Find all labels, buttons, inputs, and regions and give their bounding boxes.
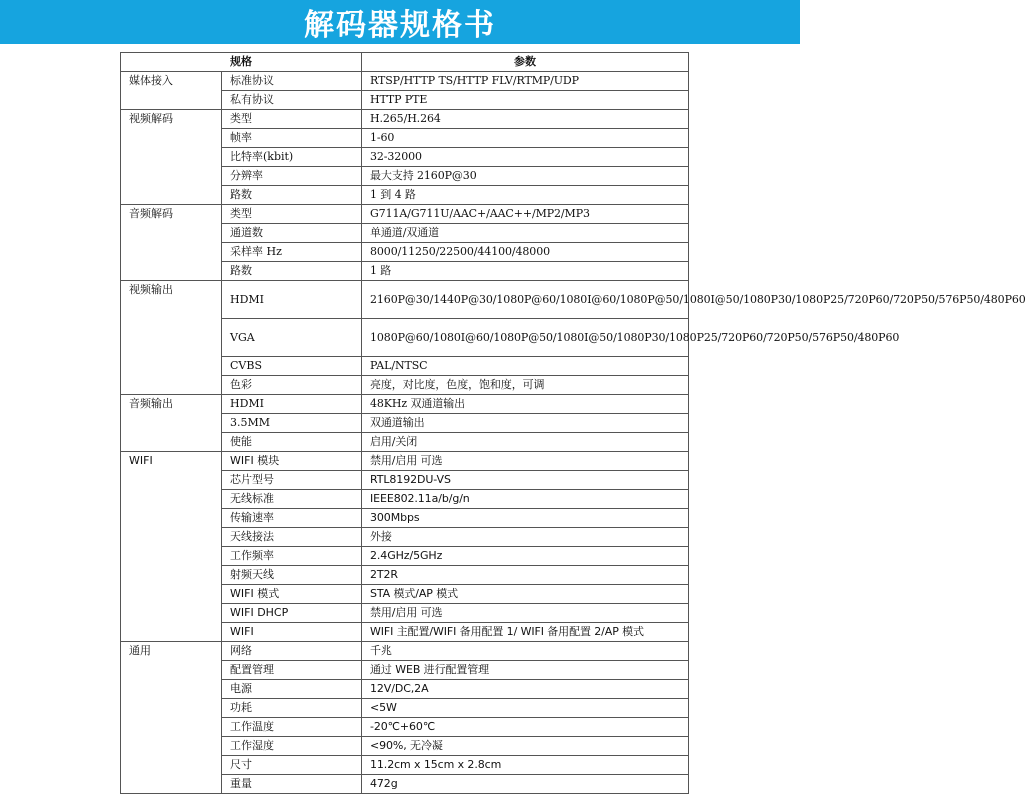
spec-item-cell: 分辨率 — [222, 167, 362, 186]
table-row — [121, 281, 689, 319]
spec-value-cell: 2160P@30/1440P@30/1080P@60/1080I@60/1080P@50/1080I@50/1080P30/1080P25/720P60/720P50/576P50/480P60 — [362, 281, 689, 319]
spec-value-cell: 1 到 4 路 — [362, 186, 689, 205]
spec-value-cell: IEEE802.11a/b/g/n — [362, 490, 689, 509]
spec-value-cell: 1080P@60/1080I@60/1080P@50/1080I@50/1080P30/1080P25/720P60/720P50/576P50/480P60 — [362, 319, 689, 357]
spec-value-cell: 32-32000 — [362, 148, 689, 167]
spec-item-cell: 帧率 — [222, 129, 362, 148]
category-cell: WIFI — [121, 452, 222, 642]
spec-table — [120, 52, 1026, 794]
spec-value-cell: 2.4GHz/5GHz — [362, 547, 689, 566]
table-row — [121, 72, 689, 91]
spec-value-cell: RTSP/HTTP TS/HTTP FLV/RTMP/UDP — [362, 72, 689, 91]
spec-value-cell: <5W — [362, 699, 689, 718]
spec-value-cell: 千兆 — [362, 642, 689, 661]
spec-item-cell: 路数 — [222, 186, 362, 205]
spec-item-cell: WIFI 模块 — [222, 452, 362, 471]
category-cell: 视频解码 — [121, 110, 222, 205]
spec-value-cell: WIFI 主配置/WIFI 备用配置 1/ WIFI 备用配置 2/AP 模式 — [362, 623, 689, 642]
spec-value-cell: 12V/DC,2A — [362, 680, 689, 699]
spec-item-cell: 类型 — [222, 110, 362, 129]
category-cell: 通用 — [121, 642, 222, 794]
spec-item-cell: 私有协议 — [222, 91, 362, 110]
spec-item-cell: 尺寸 — [222, 756, 362, 775]
spec-item-cell: 芯片型号 — [222, 471, 362, 490]
spec-item-cell: 使能 — [222, 433, 362, 452]
spec-item-cell: WIFI — [222, 623, 362, 642]
spec-item-cell: 功耗 — [222, 699, 362, 718]
table-row — [121, 110, 689, 129]
page-title: 解码器规格书 — [0, 0, 800, 44]
spec-value-cell: 1 路 — [362, 262, 689, 281]
spec-item-cell: CVBS — [222, 357, 362, 376]
table-row — [121, 205, 689, 224]
spec-value-cell: -20℃+60℃ — [362, 718, 689, 737]
table-row — [121, 395, 689, 414]
spec-value-cell: 11.2cm x 15cm x 2.8cm — [362, 756, 689, 775]
spec-item-cell: 标准协议 — [222, 72, 362, 91]
spec-item-cell: 天线接法 — [222, 528, 362, 547]
spec-value-cell: 8000/11250/22500/44100/48000 — [362, 243, 689, 262]
spec-value-cell: 48KHz 双通道输出 — [362, 395, 689, 414]
spec-value-cell: 外接 — [362, 528, 689, 547]
spec-value-cell: PAL/NTSC — [362, 357, 689, 376]
spec-item-cell: 工作温度 — [222, 718, 362, 737]
category-cell: 音频解码 — [121, 205, 222, 281]
category-cell: 媒体接入 — [121, 72, 222, 110]
spec-value-cell: 2T2R — [362, 566, 689, 585]
spec-value-cell: <90%, 无冷凝 — [362, 737, 689, 756]
spec-value-cell: 启用/关闭 — [362, 433, 689, 452]
spec-item-cell: 电源 — [222, 680, 362, 699]
spec-item-cell: 类型 — [222, 205, 362, 224]
spec-value-cell: 亮度，对比度，色度，饱和度，可调 — [362, 376, 689, 395]
spec-value-cell: 300Mbps — [362, 509, 689, 528]
spec-item-cell: 色彩 — [222, 376, 362, 395]
spec-item-cell: 比特率(kbit) — [222, 148, 362, 167]
spec-item-cell: 采样率 Hz — [222, 243, 362, 262]
spec-item-cell: WIFI DHCP — [222, 604, 362, 623]
spec-body — [121, 72, 1026, 794]
spec-item-cell: 无线标准 — [222, 490, 362, 509]
spec-item-cell: 配置管理 — [222, 661, 362, 680]
table-header-row — [121, 53, 689, 72]
spec-value-cell: 禁用/启用 可选 — [362, 604, 689, 623]
spec-item-cell: 重量 — [222, 775, 362, 794]
spec-value-cell: RTL8192DU-VS — [362, 471, 689, 490]
spec-value-cell: HTTP PTE — [362, 91, 689, 110]
spec-value-cell: STA 模式/AP 模式 — [362, 585, 689, 604]
header-param: 参数 — [362, 53, 689, 72]
spec-item-cell: 工作湿度 — [222, 737, 362, 756]
spec-value-cell: 最大支持 2160P@30 — [362, 167, 689, 186]
spec-item-cell: 射频天线 — [222, 566, 362, 585]
spec-item-cell: 3.5MM — [222, 414, 362, 433]
category-cell: 视频输出 — [121, 281, 222, 395]
spec-item-cell: 工作频率 — [222, 547, 362, 566]
spec-item-cell: HDMI — [222, 281, 362, 319]
spec-value-cell: H.265/H.264 — [362, 110, 689, 129]
table-row — [121, 452, 689, 471]
spec-item-cell: 传输速率 — [222, 509, 362, 528]
spec-item-cell: WIFI 模式 — [222, 585, 362, 604]
spec-item-cell: 通道数 — [222, 224, 362, 243]
spec-value-cell: 双通道输出 — [362, 414, 689, 433]
spec-value-cell: 通过 WEB 进行配置管理 — [362, 661, 689, 680]
spec-item-cell: VGA — [222, 319, 362, 357]
spec-value-cell: 单通道/双通道 — [362, 224, 689, 243]
spec-value-cell: 1-60 — [362, 129, 689, 148]
spec-item-cell: 网络 — [222, 642, 362, 661]
spec-item-cell: 路数 — [222, 262, 362, 281]
spec-item-cell: HDMI — [222, 395, 362, 414]
table-row — [121, 642, 689, 661]
spec-value-cell: 禁用/启用 可选 — [362, 452, 689, 471]
spec-value-cell: 472g — [362, 775, 689, 794]
header-spec: 规格 — [121, 53, 362, 72]
category-cell: 音频输出 — [121, 395, 222, 452]
spec-value-cell: G711A/G711U/AAC+/AAC++/MP2/MP3 — [362, 205, 689, 224]
